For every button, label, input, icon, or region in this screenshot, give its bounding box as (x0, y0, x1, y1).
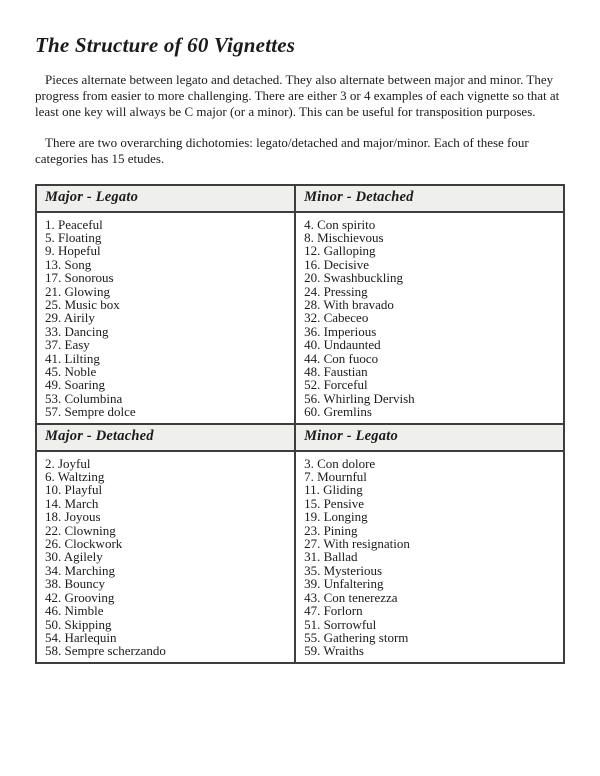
etude-list-item: 38. Bouncy (45, 576, 105, 592)
etude-list-item: 52. Forceful (304, 377, 368, 393)
etude-list-item: 58. Sempre scherzando (45, 643, 166, 659)
etude-list-item: 23. Pining (304, 522, 358, 538)
etude-list-item: 12. Galloping (304, 243, 376, 259)
header-minor-detached: Minor - Detached (295, 185, 564, 212)
etude-list-item: 35. Mysterious (304, 562, 383, 578)
cell-major-detached (36, 451, 295, 663)
etude-list-item: 26. Clockwork (45, 536, 123, 552)
etude-list-item: 34. Marching (45, 562, 116, 578)
etude-list-item: 49. Soaring (45, 377, 105, 393)
etude-list-item: 3. Con dolore (304, 455, 376, 471)
cell-minor-detached (295, 212, 564, 424)
etude-list-item: 30. Agilely (45, 549, 103, 565)
body-row-bottom (36, 451, 564, 663)
etude-list-item: 46. Nimble (45, 603, 104, 619)
etude-list-item: 43. Con tenerezza (304, 589, 398, 605)
etude-list-item: 29. Airily (45, 310, 95, 326)
header-minor-legato: Minor - Legato (295, 424, 564, 451)
header-row-bottom (36, 424, 564, 451)
etude-list-item: 19. Longing (304, 509, 368, 525)
cell-major-legato (36, 212, 295, 424)
etude-list-item: 25. Music box (45, 296, 120, 312)
etude-list-item: 39. Unfaltering (304, 576, 384, 592)
etude-list-item: 48. Faustian (304, 364, 368, 379)
body-row-top (36, 212, 564, 424)
header-major-detached: Major - Detached (36, 424, 295, 451)
header-row-top (36, 185, 564, 212)
etude-list-item: 2. Joyful (45, 455, 91, 471)
intro-paragraph: Pieces alternate between legato and detached. They also alternate between major and minor. They progress from easier to more challenging. There are either 3 or 4 examples of each vignette so that at least one key will always be C major (or a minor). This can be useful for transposition purposes. (35, 72, 560, 119)
etude-list-item: 18. Joyous (45, 509, 101, 525)
etude-list-item: 56. Whirling Dervish (304, 390, 415, 406)
etude-list-item: 55. Gathering storm (304, 629, 409, 645)
etude-list-item: 37. Easy (45, 337, 90, 353)
etude-list-item: 57. Sempre dolce (45, 404, 136, 420)
etude-list-item: 51. Sorrowful (304, 616, 377, 632)
etude-list-item: 60. Gremlins (304, 404, 372, 420)
etude-list-item: 41. Lilting (45, 350, 100, 366)
page-title: The Structure of 60 Vignettes (35, 33, 296, 57)
cell-minor-legato (295, 451, 564, 663)
etude-list-item: 4. Con spirito (304, 216, 376, 232)
etude-list-item: 9. Hopeful (45, 243, 101, 259)
etude-list-item: 15. Pensive (304, 495, 365, 511)
etude-list-item: 47. Forlorn (304, 603, 363, 619)
etude-list-item: 20. Swashbuckling (304, 270, 404, 286)
etude-list-item: 13. Song (45, 256, 92, 272)
etude-list-item: 28. With bravado (304, 296, 394, 312)
etude-list-item: 11. Gliding (304, 482, 363, 498)
etude-list-item: 53. Columbina (45, 390, 123, 406)
etude-list-item: 14. March (45, 495, 99, 511)
etude-list-item: 32. Cabeceo (304, 310, 369, 326)
etude-list-item: 44. Con fuoco (304, 350, 379, 366)
etude-list-item: 59. Wraiths (304, 643, 364, 659)
etude-list-item: 17. Sonorous (45, 270, 114, 286)
etude-list-item: 21. Glowing (45, 283, 110, 299)
etude-list-item: 50. Skipping (45, 616, 112, 632)
etude-list-item: 42. Grooving (45, 589, 115, 605)
etude-list-item: 31. Ballad (304, 549, 358, 565)
etude-list-item: 24. Pressing (304, 283, 368, 299)
dichotomies-paragraph: There are two overarching dichotomies: legato/detached and major/minor. Each of these four categories has 15 etudes. (35, 134, 529, 166)
vignettes-table (35, 184, 565, 664)
etude-list-item: 33. Dancing (45, 323, 109, 339)
etude-list-item: 36. Imperious (304, 323, 377, 339)
etude-list-item: 16. Decisive (304, 256, 370, 272)
etude-list-item: 54. Harlequin (45, 629, 117, 645)
etude-list-item: 10. Playful (45, 482, 103, 498)
etude-list-item: 45. Noble (45, 364, 97, 379)
etude-list-item: 7. Mournful (304, 469, 367, 485)
etude-list-item: 40. Undaunted (304, 337, 381, 353)
etude-list-item: 27. With resignation (304, 536, 410, 552)
etude-list-item: 8. Mischievous (304, 229, 384, 245)
etude-list-item: 1. Peaceful (45, 216, 103, 232)
etude-list-item: 5. Floating (45, 229, 102, 245)
header-major-legato: Major - Legato (36, 185, 295, 212)
etude-list-item: 22. Clowning (45, 522, 116, 538)
etude-list-item: 6. Waltzing (45, 469, 105, 485)
